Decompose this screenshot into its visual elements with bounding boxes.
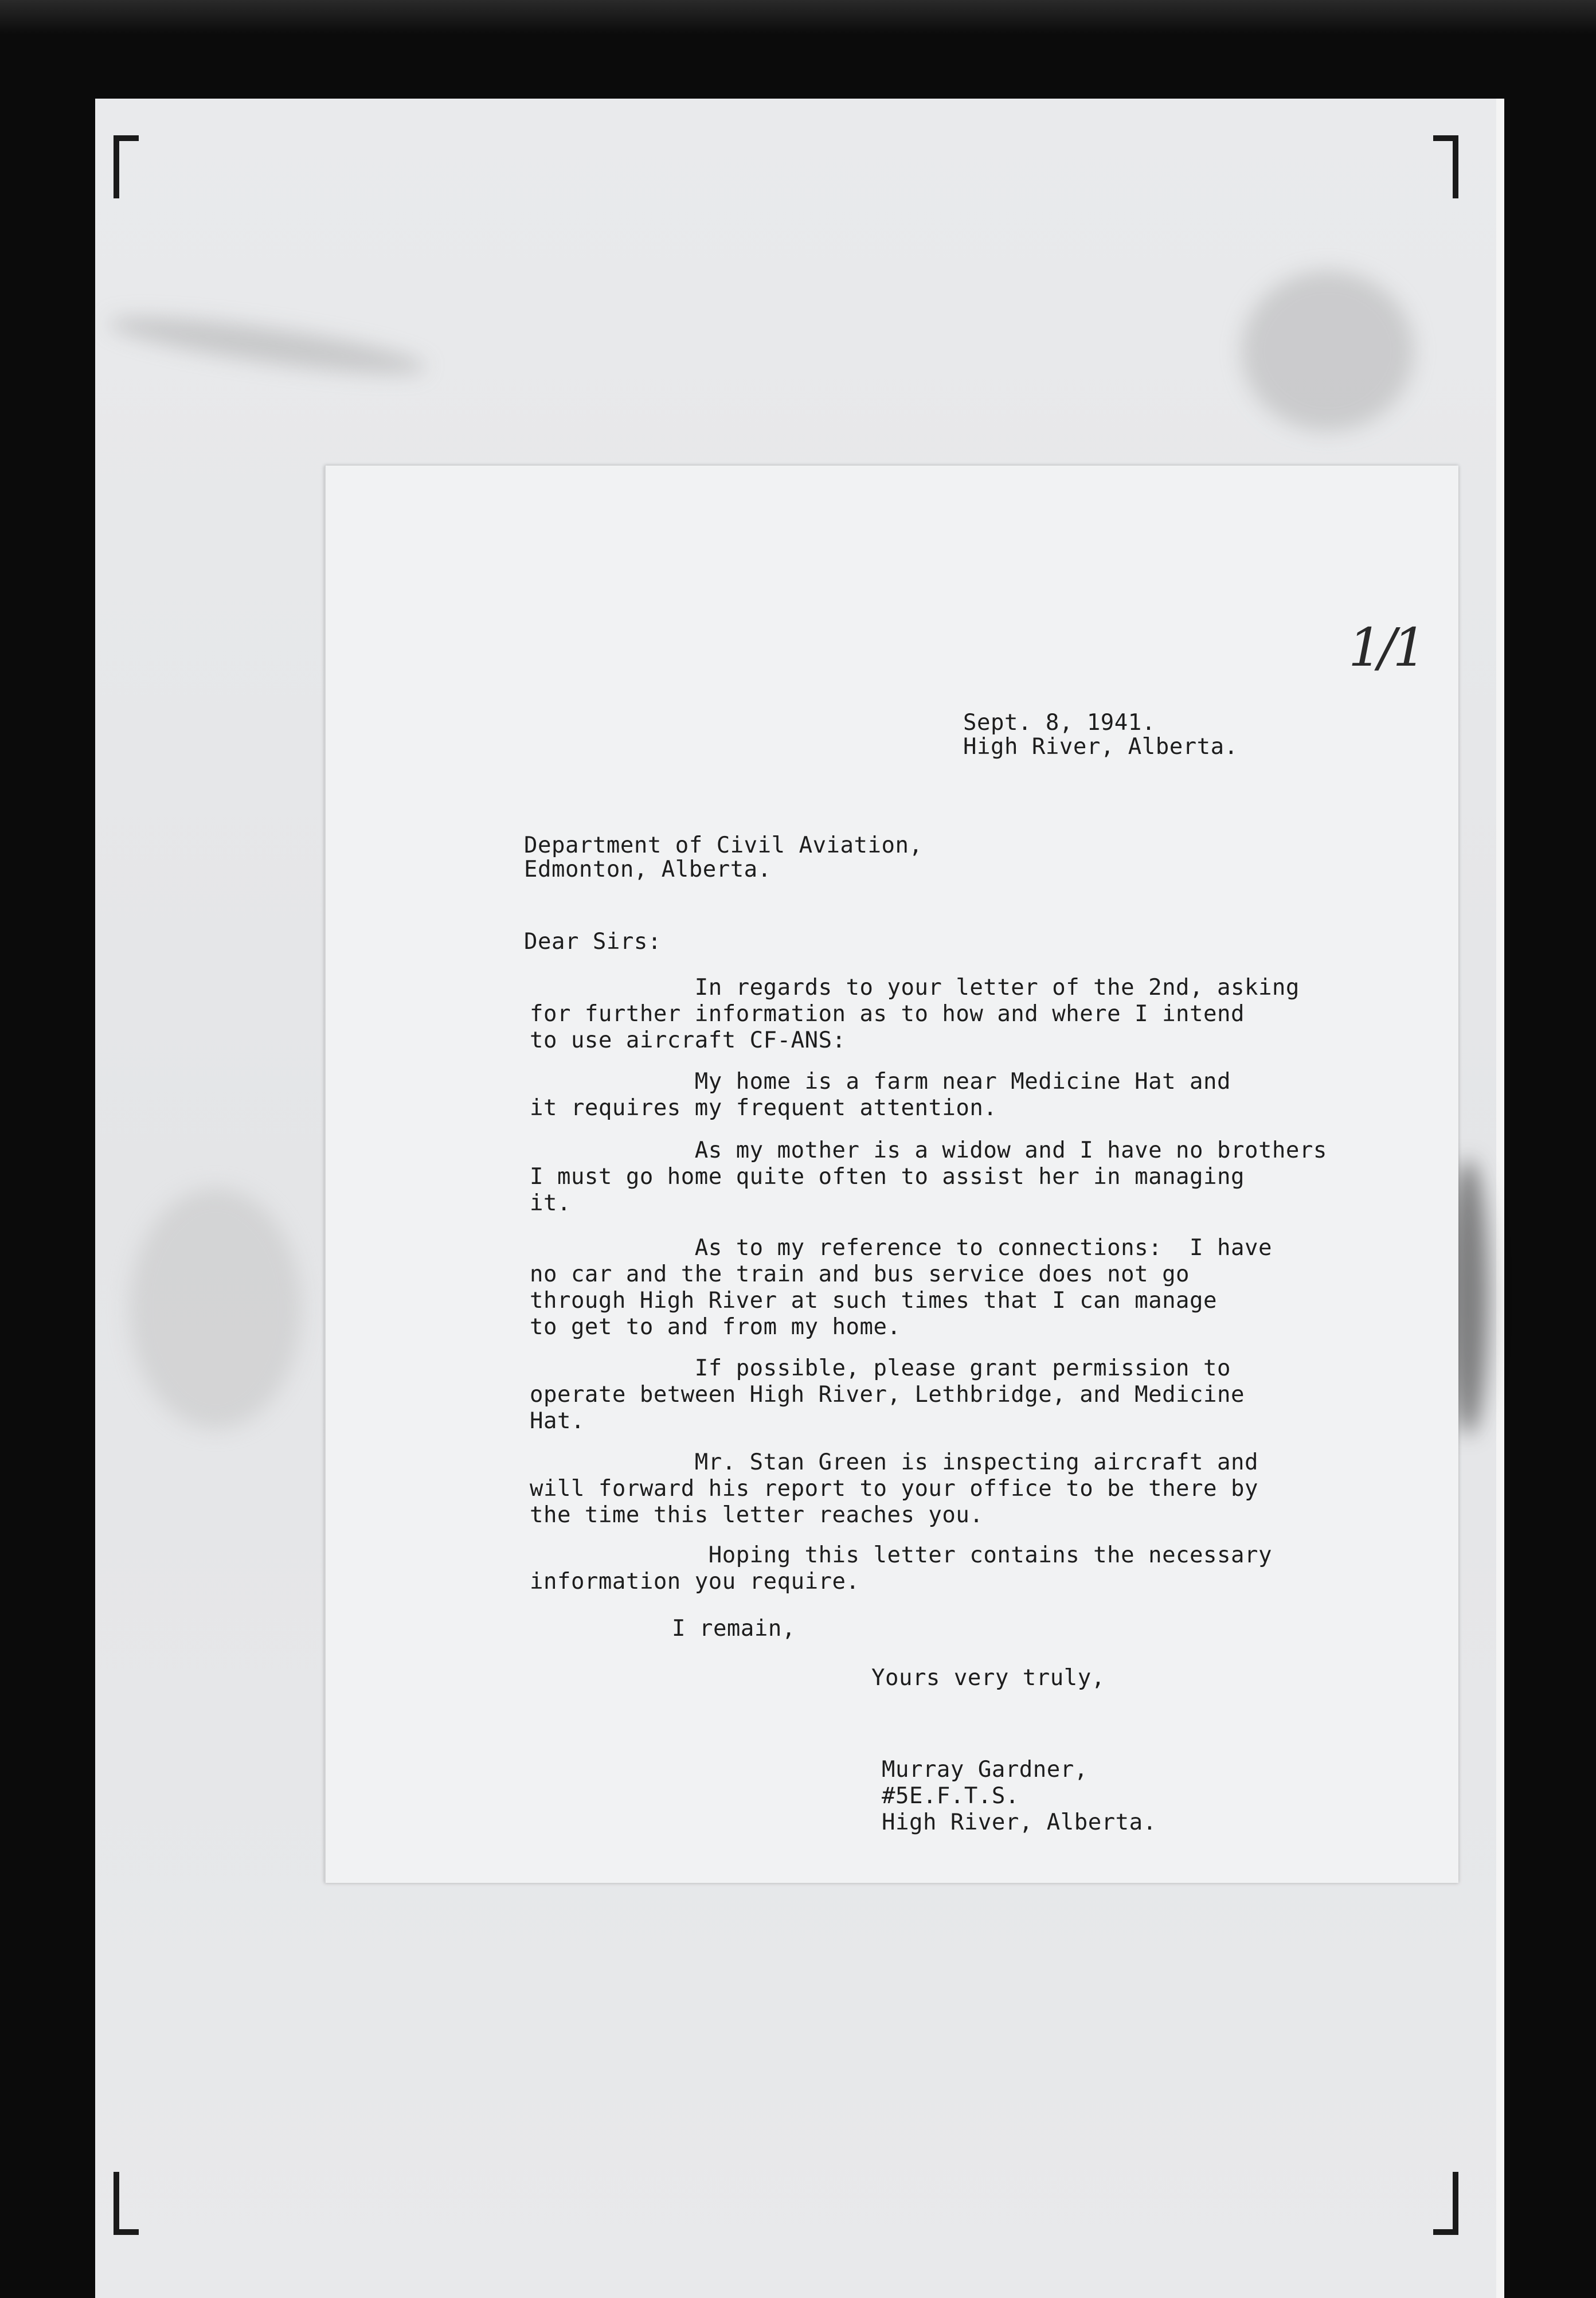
stain-left-middle — [130, 1188, 302, 1429]
stain-top-right — [1242, 271, 1414, 431]
crop-mark-bottom-left — [114, 2172, 139, 2235]
paragraph-5: If possible, please grant permission to operate between High River, Lethbridge, and Medicine Hat. — [530, 1355, 1245, 1434]
crop-mark-top-left — [114, 135, 139, 198]
sender-location: High River, Alberta. — [963, 734, 1238, 760]
paragraph-2: My home is a farm near Medicine Hat and it requires my frequent attention. — [530, 1069, 1231, 1121]
paragraph-7: Hoping this letter contains the necessary information you require. — [530, 1542, 1272, 1594]
crop-mark-bottom-right — [1433, 2172, 1458, 2235]
remain-line: I remain, — [672, 1616, 796, 1642]
handwritten-mark: 1/1 — [1348, 617, 1423, 678]
paragraph-3: As my mother is a widow and I have no brothers I must go home quite often to assist her in managing it. — [530, 1138, 1327, 1216]
signature-unit: #5E.F.T.S. — [882, 1783, 1019, 1809]
letter-date: Sept. 8, 1941. — [963, 710, 1156, 736]
salutation: Dear Sirs: — [524, 929, 662, 955]
film-top-band — [0, 0, 1596, 34]
signature-location: High River, Alberta. — [882, 1810, 1157, 1835]
signature-name: Murray Gardner, — [882, 1757, 1088, 1783]
recipient-line-1: Department of Civil Aviation, — [524, 833, 923, 858]
paragraph-1: In regards to your letter of the 2nd, asking for further information as to how and where I intend to use aircraft CF-ANS: — [530, 975, 1300, 1053]
closing: Yours very truly, — [871, 1665, 1105, 1691]
paragraph-6: Mr. Stan Green is inspecting aircraft and will forward his report to your office to be there by the time this letter reaches you. — [530, 1449, 1258, 1528]
paragraph-4: As to my reference to connections: I have no car and the train and bus service does not go through High River at such times that I can manage to get to and from my home. — [530, 1235, 1272, 1340]
stain-top-left — [106, 306, 429, 384]
crop-mark-top-right — [1433, 135, 1458, 198]
recipient-line-2: Edmonton, Alberta. — [524, 857, 772, 882]
